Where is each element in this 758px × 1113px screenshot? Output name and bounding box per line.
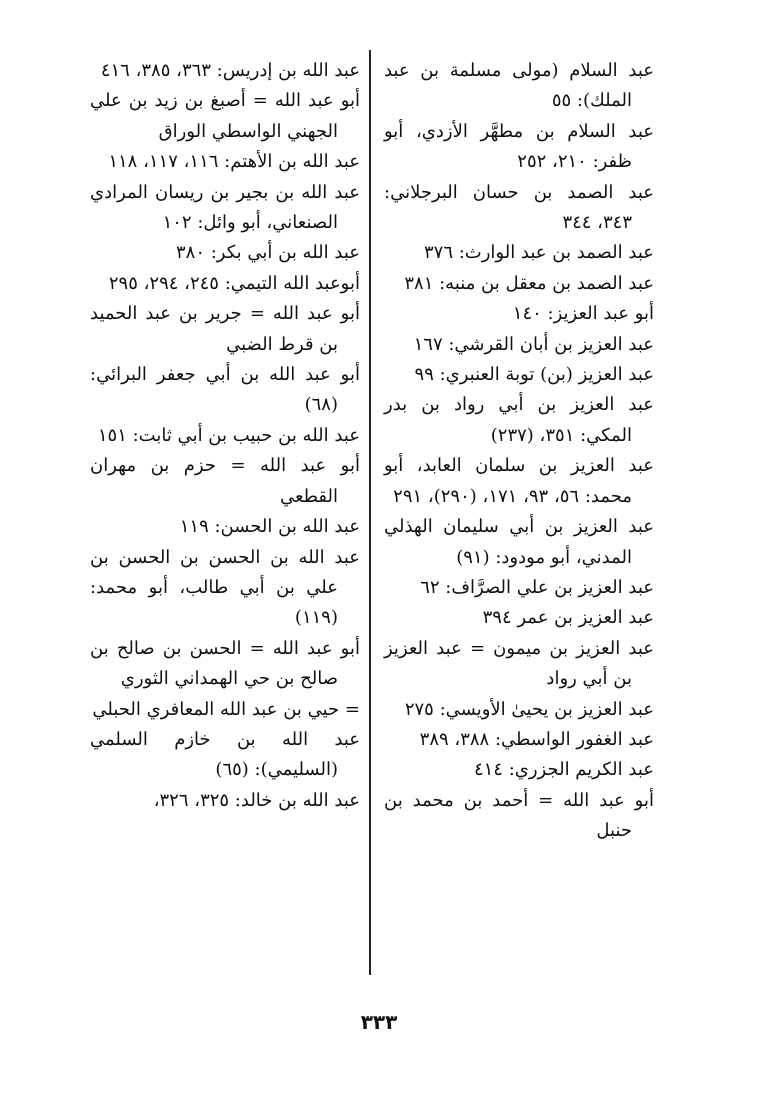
index-entry: عبد الله بن إدريس: ٣٦٣، ٣٨٥، ٤١٦: [100, 60, 360, 81]
index-entry: عبد الصمد بن حسان البرجلاني: ٣٤٣، ٣٤٤: [384, 181, 654, 234]
index-entry: أبو عبد الله = الحسن بن صالح بن صالح بن حي الهمداني الثوري: [90, 637, 360, 690]
index-entry: أبو عبد الله = حزم بن مهران القطعي: [90, 455, 360, 507]
index-entry: عبد الله بن الحسن: ١١٩: [179, 516, 360, 538]
index-entry: عبد الصمد بن عبد الوارث: ٣٧٦: [423, 242, 654, 264]
index-entry: عبد العزيز بن يحيىٰ الأويسي: ٢٧٥: [404, 698, 654, 720]
index-entry: عبد الله بن أبي بكر: ٣٨٠: [175, 242, 360, 264]
index-column-right: [384, 56, 654, 847]
index-entry: عبد السلام بن مطهَّر الأزدي، أبو ظفر: ٢١٠، ٢٥٢: [384, 120, 654, 173]
index-entry: عبد الغفور الواسطي: ٣٨٨، ٣٨٩: [419, 728, 654, 750]
index-entry: عبد العزيز بن عمر ٣٩٤: [482, 607, 654, 629]
index-entry: أبوعبد الله التيمي: ٢٤٥، ٢٩٤، ٢٩٥: [108, 272, 360, 294]
page-number: ٣٣٣: [360, 1010, 398, 1034]
index-entry: = حيي بن عبد الله المعافري الحبلي: [92, 698, 360, 720]
index-entry: عبد العزيز بن ميمون = عبد العزيز بن أبي رواد: [384, 637, 654, 690]
index-entry: عبد الكريم الجزري: ٤١٤: [473, 759, 654, 781]
index-entry: عبد العزيز بن سلمان العابد، أبو محمد: ٥٦، ٩٣، ١٧١، (٢٩٠)، ٢٩١: [384, 455, 654, 507]
index-entry: عبد العزيز بن علي الصرَّاف: ٦٢: [420, 576, 654, 598]
index-entry: عبد الله بن الأهتم: ١١٦، ١١٧، ١١٨: [108, 151, 360, 173]
index-entry: عبد الله بن الحسن بن الحسن بن علي بن أبي طالب، أبو محمد: (١١٩): [90, 546, 360, 629]
index-entry: عبد الله بن خالد: ٣٢٥، ٣٢٦،: [153, 789, 360, 811]
index-entry: أبو عبد الله = أحمد بن محمد بن حنبل: [384, 789, 654, 842]
index-entry: عبد العزيز بن أبان القرشي: ١٦٧: [413, 333, 654, 355]
index-entry: عبد الله بن بجير بن ريسان المرادي الصنعاني، أبو وائل: ١٠٢: [90, 181, 360, 234]
index-entry: عبد العزيز بن أبي رواد بن بدر المكي: ٣٥١، (٢٣٧): [384, 394, 654, 446]
index-entry: عبد الله بن حبيب بن أبي ثابت: ١٥١: [97, 424, 360, 446]
index-entry: عبد العزيز بن أبي سليمان الهذلي المدني، أبو مودود: (٩١): [384, 516, 654, 568]
index-entry: أبو عبد الله بن أبي جعفر البرائي: (٦٨): [90, 364, 360, 416]
index-entry: أبو عبد الله = أصبغ بن زيد بن علي الجهني الواسطي الوراق: [90, 90, 360, 142]
index-entry: أبو عبد العزيز: ١٤٠: [512, 303, 654, 325]
index-entry: عبد الصمد بن معقل بن منبه: ٣٨١: [404, 272, 654, 294]
column-divider: [369, 50, 371, 975]
index-entry: عبد العزيز (بن) توبة العنبري: ٩٩: [414, 364, 654, 386]
index-entry: عبد السلام (مولى مسلمة بن عبد الملك): ٥٥: [384, 60, 654, 112]
index-entry: أبو عبد الله = جرير بن عبد الحميد بن قرط الضبي: [90, 303, 360, 355]
index-entry: عبد الله بن خازم السلمي (السليمي): (٦٥): [90, 728, 360, 781]
index-column-left: [90, 56, 360, 816]
